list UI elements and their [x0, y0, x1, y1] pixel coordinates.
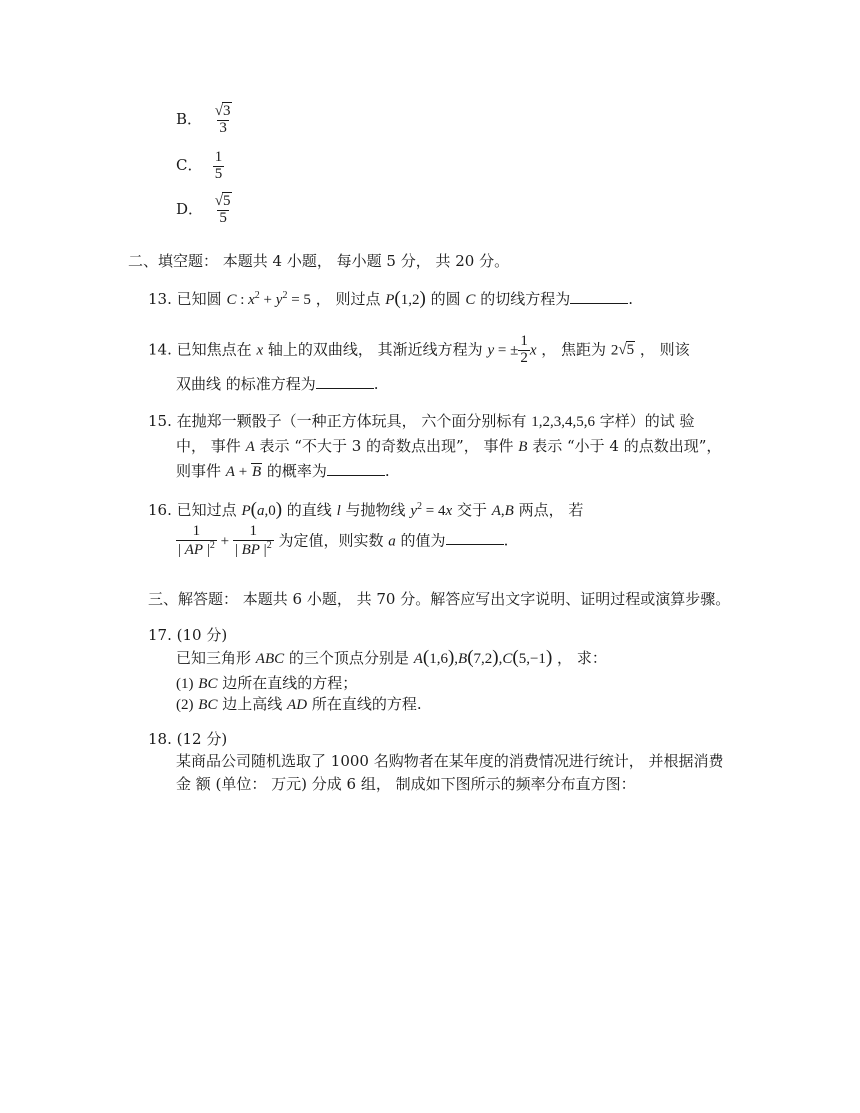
question-15-line-2: 中， 事件 A 表示 “不大于 3 的奇数点出现”， 事件 B 表示 “小于 4 的点数出现”， — [176, 437, 722, 455]
option-b-label: B． — [176, 110, 203, 129]
question-15: 15. 在抛郑一颗骰子（一种正方体玩具， 六个面分别标有 1,2,3,4,5,6 字样）的试 验 — [148, 412, 695, 430]
question-number: 15. — [148, 412, 172, 430]
fraction-bp: $\frac{1}{| BP |^2}$ — [234, 523, 272, 558]
sqrt-sign: √3 — [214, 103, 231, 119]
question-16-line-2: $\frac{1}{| AP |^2}$ + $\frac{1}{| BP |^2}$ 为定值，则实数 a 的值为 . — [178, 523, 509, 558]
question-number: 13. — [148, 290, 172, 308]
option-d-fraction: $\frac{√5}{5}$ — [214, 193, 231, 226]
question-17-stem: 已知三角形 ABC 的三个顶点分别是 A(1,6),B(7,2),C(5,−1) ， 求： — [176, 647, 607, 668]
fraction-one-half: $\frac{1}{2}$ — [520, 333, 528, 366]
option-c-fraction: $\frac{1}{5}$ — [214, 149, 223, 182]
section-2-heading: 二、填空题： 本题共 4 小题， 每小题 5 分， 共 20 分。 — [128, 252, 510, 270]
answer-blank — [446, 544, 504, 545]
option-d — [176, 194, 234, 227]
question-18-header: 18. (12 分) — [148, 730, 228, 748]
sqrt-sign: √5 — [618, 342, 635, 359]
option-b — [176, 104, 234, 137]
option-c — [176, 150, 224, 183]
section-3-heading: 三、解答题： 本题共 6 小题， 共 70 分。解答应写出文字说明、证明过程或演算步骤。 — [148, 590, 731, 608]
option-c-label: C． — [176, 156, 203, 175]
option-d-label: D． — [176, 200, 204, 219]
question-16: 16. 已知过点 P(a,0) 的直线 l 与抛物线 $y^2 = 4x$ 交于 A,B 两点， 若 — [148, 499, 584, 520]
question-17-header: 17. (10 分) — [148, 626, 228, 644]
question-17-part-1: (1) BC 边所在直线的方程； — [176, 674, 358, 692]
answer-blank — [327, 475, 385, 476]
question-18-line-2: 金 额 (单位： 万元) 分成 6 组， 制成如下图所示的频率分布直方图： — [176, 775, 636, 793]
question-number: 16. — [148, 501, 172, 519]
sqrt-sign: √5 — [214, 193, 231, 209]
math-circle-eq: C — [226, 292, 237, 308]
question-18-line-1: 某商品公司随机选取了 1000 名购物者在某年度的消费情况进行统计， 并根据消费 — [176, 752, 724, 770]
question-15-line-3: 则事件 A + B 的概率为 . — [176, 462, 390, 480]
fraction-ap: $\frac{1}{| AP |^2}$ — [178, 523, 215, 558]
answer-blank — [316, 388, 374, 389]
question-14: 14. 已知焦点在 x 轴上的双曲线， 其渐近线方程为 y = ± $\frac{1}{2}$ x ， 焦距为 2√5 ， 则该 — [148, 333, 690, 366]
question-14-line-2: 双曲线 的标准方程为 . — [176, 375, 379, 393]
option-b-fraction: $\frac{√3}{3}$ — [214, 103, 231, 136]
question-17-part-2: (2) BC 边上高线 AD 所在直线的方程. — [176, 695, 422, 713]
question-number: 14. — [148, 340, 172, 359]
question-13: 13. 已知圆 C : $x^2 + y^2 = 5$ ， 则过点 P(1,2) 的圆 C 的切线方程为 . — [148, 288, 633, 309]
answer-blank — [570, 303, 628, 304]
